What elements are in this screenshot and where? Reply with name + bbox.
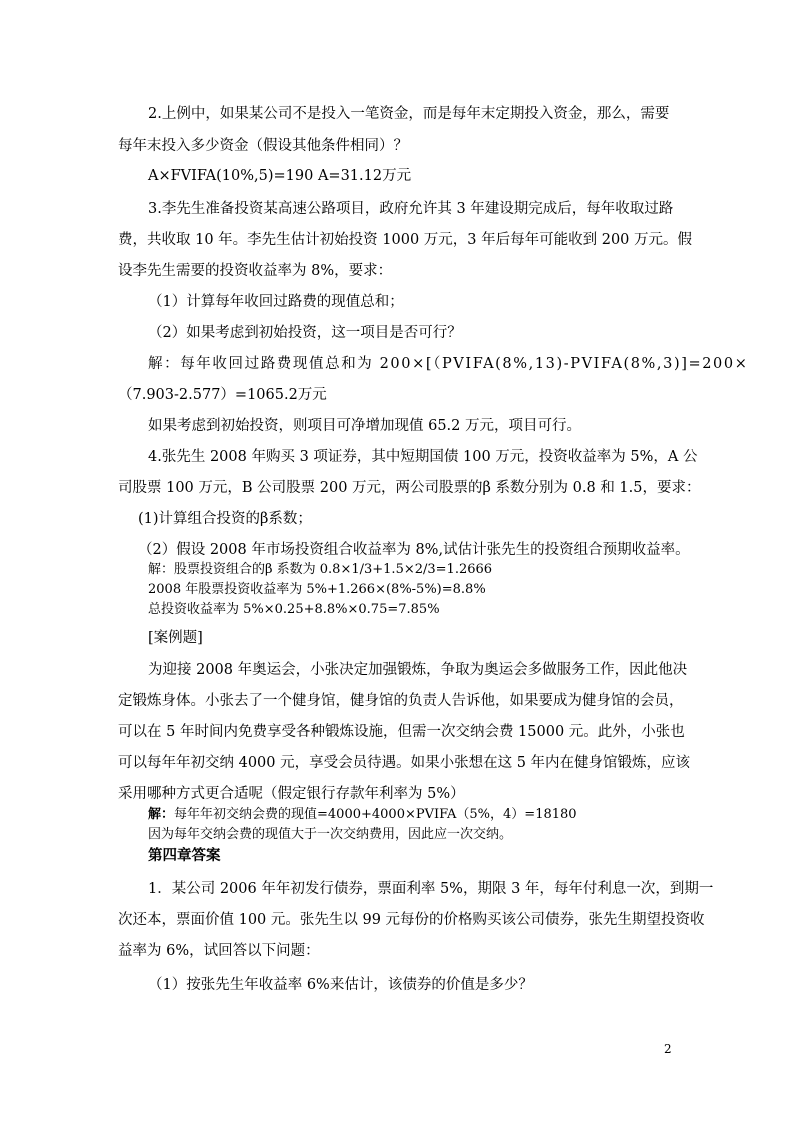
case-solution-1: 每年年初交纳会费的现值=4000+4000×PVIFA（5%，4）=18180 [174, 807, 577, 822]
q4-line-1: 4.张先生 2008 年购买 3 项证券，其中短期国债 100 万元，投资收益率为 5%，A 公 [148, 449, 698, 465]
q4-solution-1: 解：股票投资组合的β 系数为 0.8×1/3+1.5×2/3=1.2666 [148, 562, 493, 577]
ch4-q1-line-1: 1．某公司 2006 年年初发行债券，票面利率 5%，期限 3 年，每年付利息一次，到期一 [148, 881, 714, 897]
case-line-1: 为迎接 2008 年奥运会，小张决定加强锻炼，争取为奥运会多做服务工作，因此他决 [148, 662, 688, 678]
q4-solution-3: 总投资收益率为 5%×0.25+8.8%×0.75=7.85% [148, 602, 440, 617]
case-heading: [案例题] [148, 630, 203, 646]
solution-label: 解： [148, 807, 175, 822]
q3-req-1: （1）计算每年收回过路费的现值总和； [148, 294, 404, 310]
q2-line-1: 2.上例中，如果某公司不是投入一笔资金，而是每年末定期投入资金，那么，需要 [148, 106, 670, 122]
q3-line-2: 费，共收取 10 年。李先生估计初始投资 1000 万元，3 年后每年可能收到 200 万元。假 [118, 232, 693, 248]
q3-line-3: 设李先生需要的投资收益率为 8%，要求： [118, 263, 393, 279]
q4-solution-2: 2008 年股票投资收益率为 5%+1.266×(8%-5%)=8.8% [148, 582, 486, 597]
q4-req-2: （2）假设 2008 年市场投资组合收益率为 8%,试估计张先生的投资组合预期收益率。 [138, 542, 690, 558]
case-line-2: 定锻炼身体。小张去了一个健身馆，健身馆的负责人告诉他，如果要成为健身馆的会员， [118, 693, 684, 709]
case-line-3: 可以在 5 年时间内免费享受各种锻炼设施，但需一次交纳会费 15000 元。此外，小张也 [118, 724, 685, 740]
q3-req-2: （2）如果考虑到初始投资，这一项目是否可行？ [148, 325, 462, 341]
q4-req-1: (1)计算组合投资的β系数； [138, 511, 312, 527]
ch4-q1-line-2: 次还本，票面价值 100 元。张先生以 99 元每份的价格购买该公司债券，张先生期望投资收 [118, 912, 705, 928]
ch4-q1-line-3: 益率为 6%，试回答以下问题： [118, 943, 320, 959]
q3-solution-1: 解：每年收回过路费现值总和为 200×[（PVIFA(8%,13)-PVIFA(8%,3)]=200× [148, 356, 749, 372]
q3-solution-2: （7.903-2.577）=1065.2万元 [118, 387, 327, 403]
case-solution-line [148, 805, 577, 825]
q3-conclusion: 如果考虑到初始投资，则项目可净增加现值 65.2 万元，项目可行。 [148, 418, 582, 434]
case-line-5: 采用哪种方式更合适呢（假定银行存款年利率为 5%） [118, 786, 465, 802]
case-line-4: 可以每年年初交纳 4000 元，享受会员待遇。如果小张想在这 5 年内在健身馆锻炼，应该 [118, 755, 691, 771]
page-number: 2 [664, 1042, 672, 1056]
case-solution-2: 因为每年交纳会费的现值大于一次交纳费用，因此应一次交纳。 [148, 827, 513, 842]
ch4-q1-req-1: （1）按张先生年收益率 6%来估计，该债券的价值是多少？ [148, 977, 533, 993]
q2-formula: A×FVIFA(10%,5)=190 A=31.12万元 [148, 168, 412, 184]
chapter-4-heading: 第四章答案 [148, 847, 221, 864]
q4-line-2: 司股票 100 万元，B 公司股票 200 万元，两公司股票的β 系数分别为 0.8 和 1.5，要求： [118, 480, 701, 496]
q2-line-2: 每年末投入多少资金（假设其他条件相同）？ [118, 138, 408, 154]
q3-line-1: 3.李先生准备投资某高速公路项目，政府允许其 3 年建设期完成后，每年收取过路 [148, 201, 674, 217]
